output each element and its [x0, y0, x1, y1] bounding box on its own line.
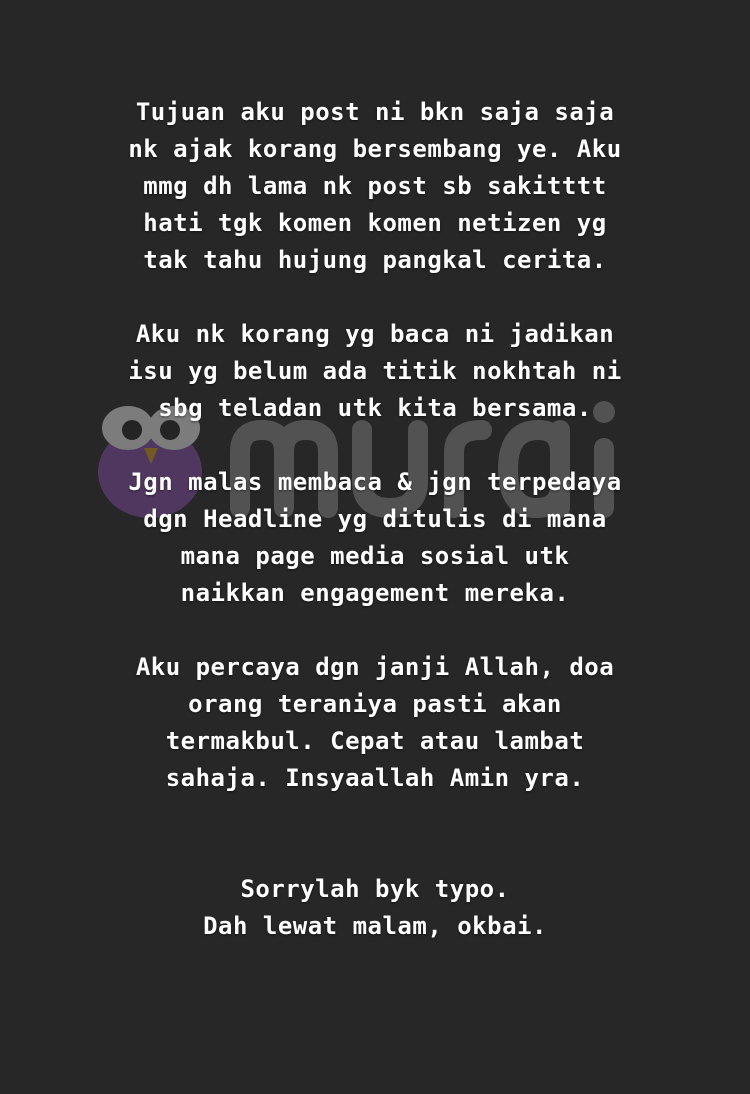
story-line: naikkan engagement mereka. — [180, 579, 570, 607]
story-line: dgn Headline yg ditulis di mana — [143, 505, 607, 533]
story-line: Aku percaya dgn janji Allah, doa — [135, 653, 615, 681]
story-line: hati tgk komen komen netizen yg — [143, 209, 607, 237]
story-paragraph-2 — [0, 316, 750, 427]
story-text-body — [0, 94, 750, 945]
story-line: Dah lewat malam, okbai. — [203, 912, 547, 940]
story-line: Aku nk korang yg baca ni jadikan — [135, 320, 615, 348]
story-line: mmg dh lama nk post sb sakitttt — [143, 172, 607, 200]
story-line: Tujuan aku post ni bkn saja saja — [135, 98, 615, 126]
story-closing-note — [0, 871, 750, 945]
story-line: orang teraniya pasti akan — [188, 690, 562, 718]
story-line: mana page media sosial utk — [180, 542, 570, 570]
story-paragraph-3 — [0, 464, 750, 612]
story-paragraph-4 — [0, 649, 750, 797]
story-line: Sorrylah byk typo. — [240, 875, 510, 903]
story-line: tak tahu hujung pangkal cerita. — [143, 246, 607, 274]
story-line: isu yg belum ada titik nokhtah ni — [128, 357, 622, 385]
story-line: nk ajak korang bersembang ye. Aku — [128, 135, 622, 163]
story-line: Jgn malas membaca & jgn terpedaya — [128, 468, 622, 496]
story-line: termakbul. Cepat atau lambat — [165, 727, 585, 755]
story-line: sbg teladan utk kita bersama. — [158, 394, 592, 422]
story-paragraph-1 — [0, 94, 750, 279]
story-line: sahaja. Insyaallah Amin yra. — [165, 764, 585, 792]
